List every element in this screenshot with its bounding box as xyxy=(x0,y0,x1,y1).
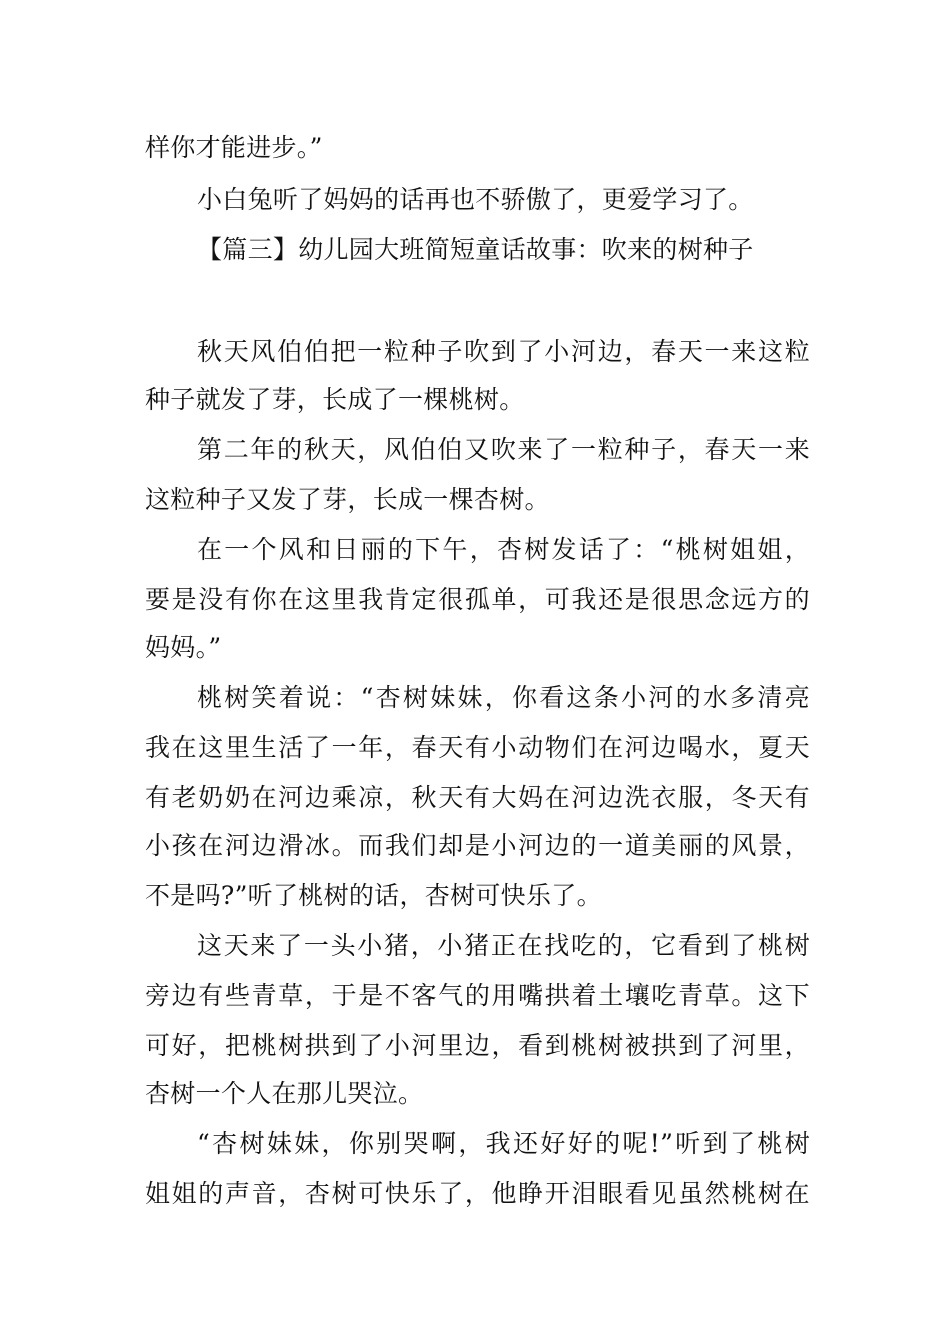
paragraph-line: 旁边有些青草，于是不客气的用嘴拱着土壤吃青草。这下 xyxy=(145,981,810,1010)
paragraph-line: 姐姐的声音，杏树可快乐了，他睁开泪眼看见虽然桃树在 xyxy=(145,1179,810,1208)
paragraph-line: 种子就发了芽，长成了一棵桃树。 xyxy=(145,385,525,414)
paragraph-line: 这粒种子又发了芽，长成一棵杏树。 xyxy=(145,485,550,514)
paragraph-line: 可好，把桃树拱到了小河里边，看到桃树被拱到了河里， xyxy=(145,1031,810,1060)
paragraph-line: 不是吗?”听了桃树的话，杏树可快乐了。 xyxy=(145,881,602,910)
paragraph-line: “杏树妹妹，你别哭啊，我还好好的呢!”听到了桃树 xyxy=(197,1129,810,1158)
paragraph-line: 要是没有你在这里我肯定很孤单，可我还是很思念远方的 xyxy=(145,585,810,614)
paragraph-line: 有老奶奶在河边乘凉，秋天有大妈在河边洗衣服，冬天有 xyxy=(145,783,810,812)
paragraph-line: 杏树一个人在那儿哭泣。 xyxy=(145,1079,424,1108)
paragraph-line: 小孩在河边滑冰。而我们却是小河边的一道美丽的风景， xyxy=(145,831,810,860)
paragraph-line: 秋天风伯伯把一粒种子吹到了小河边，春天一来这粒 xyxy=(197,337,810,366)
paragraph-line: 这天来了一头小猪，小猪正在找吃的，它看到了桃树 xyxy=(197,931,810,960)
paragraph-line: 小白兔听了妈妈的话再也不骄傲了，更爱学习了。 xyxy=(197,185,754,214)
paragraph-line: 妈妈。” xyxy=(145,633,222,662)
paragraph-line: 在一个风和日丽的下午，杏树发话了：“桃树姐姐， xyxy=(197,535,810,564)
paragraph-line: 第二年的秋天，风伯伯又吹来了一粒种子，春天一来 xyxy=(197,435,810,464)
paragraph-continuation: 样你才能进步。” xyxy=(145,133,323,162)
paragraph-line: 桃树笑着说：“杏树妹妹，你看这条小河的水多清亮 xyxy=(197,683,810,712)
paragraph-line: 我在这里生活了一年，春天有小动物们在河边喝水，夏天 xyxy=(145,733,810,762)
section-heading: 【篇三】幼儿园大班简短童话故事：吹来的树种子 xyxy=(197,235,754,264)
